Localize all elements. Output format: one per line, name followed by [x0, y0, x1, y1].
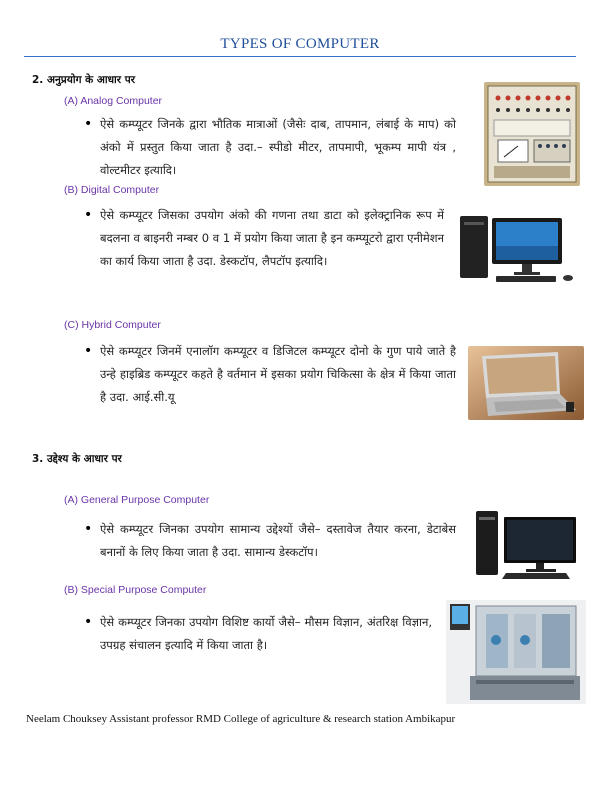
digital-computer-description: • ऐसे कम्प्यूटर जिसका उपयोग अंको की गणना तथा डाटा को इलेक्ट्रानिक रूप में बदलना व बाइनरी नम्बर 0 व 1 में प्रयोग किया जाता है इन कम्प्यूटरो द्वारा एनीमेशन का कार्य किया जाता है उदा. डेस्कटॉप, लैपटॉप इत्यादि। [100, 204, 444, 273]
special-purpose-computer-label: (B) Special Purpose Computer [64, 584, 207, 596]
analog-computer-description: • ऐसे कम्प्यूटर जिनके द्वारा भौतिक मात्राओं (जैसेः दाब, तापमान, लंबाई के माप) को अंको में प्रस्तुत किया जाता है उदा.– स्पीडो मीटर, तापमापी, भूकम्प मापी यंत्र , वोल्टमीटर इत्यादि। [100, 113, 456, 182]
digital-computer-image [456, 210, 584, 286]
section-heading-purpose: 3. उद्देश्य के आधार पर [32, 453, 122, 465]
special-purpose-computer-image [446, 600, 586, 704]
digital-computer-label: (B) Digital Computer [64, 184, 160, 196]
title-divider [24, 56, 576, 57]
hybrid-computer-label: (C) Hybrid Computer [64, 319, 161, 331]
general-purpose-computer-image [470, 507, 586, 583]
hybrid-computer-description: • ऐसे कम्प्यूटर जिनमें एनालॉग कम्प्यूटर व डिजिटल कम्प्यूटर दोनो के गुण पाये जाते है उन्हे हाइब्रिड कम्प्यूटर कहते है वर्तमान में इसका प्रयोग चिकित्सा के क्षेत्र में किया जाता है उदा. आई.सी.यू [100, 340, 456, 409]
hybrid-computer-image [468, 346, 584, 420]
general-purpose-computer-label: (A) General Purpose Computer [64, 494, 210, 506]
analog-computer-label: (A) Analog Computer [64, 95, 163, 107]
section-heading-application: 2. अनुप्रयोग के आधार पर [32, 74, 135, 86]
analog-computer-image [484, 82, 580, 186]
general-purpose-computer-description: • ऐसे कम्प्यूटर जिनका उपयोग सामान्य उद्देश्यों जैसे– दस्तावेज तैयार करना, डेटाबेस बनानों के लिए किया जाता है उदा. सामान्य डेस्कटॉप। [100, 518, 456, 564]
page-footer: Neelam Chouksey Assistant professor RMD College of agriculture & research station Ambikapur [26, 713, 456, 725]
page-title: TYPES OF COMPUTER [220, 36, 380, 52]
special-purpose-computer-description: • ऐसे कम्प्यूटर जिनका उपयोग विशिष्ट कार्यो जैसे– मौसम विज्ञान, अंतरिक्ष विज्ञान, उपग्रह संचालन इत्यादि में किया जाता है। [100, 611, 432, 657]
